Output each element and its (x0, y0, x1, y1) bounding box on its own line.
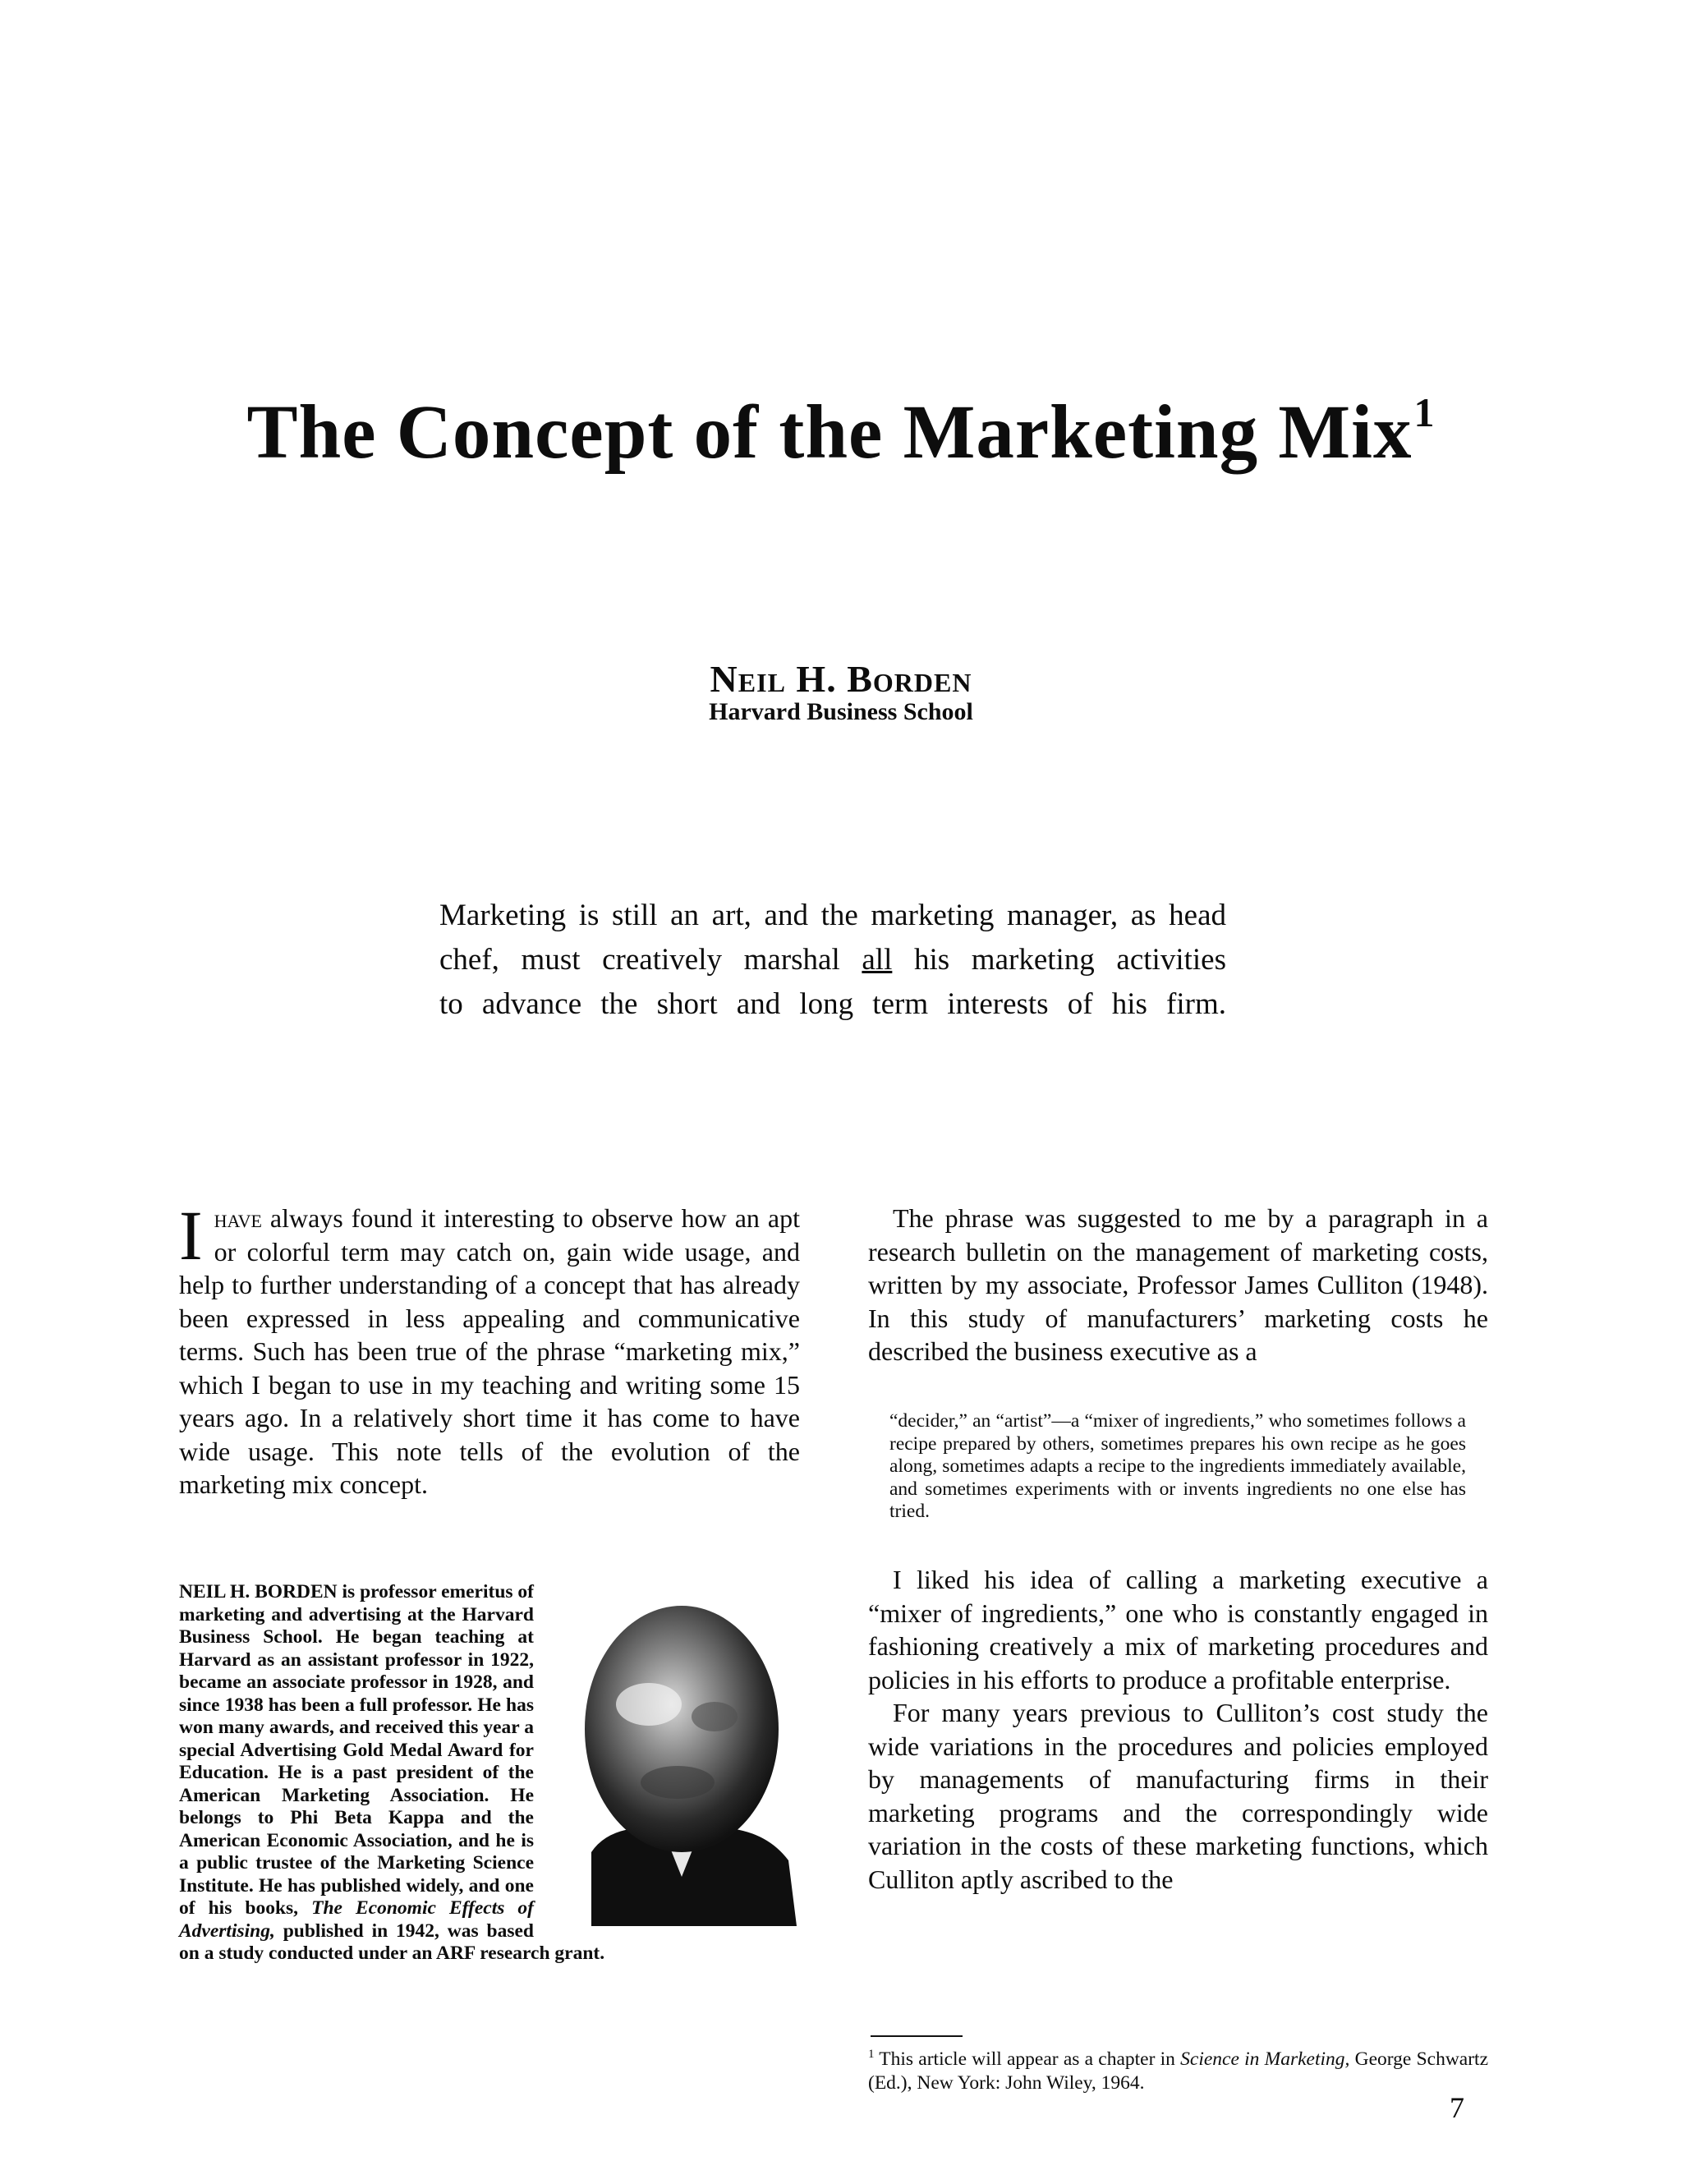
footnote-book: Science in Marketing, (1180, 2048, 1350, 2070)
footnote-text: This article will appear as a chapter in (874, 2048, 1181, 2070)
epigraph-underlined-word: all (862, 943, 893, 977)
author-name: Neil H. Borden (710, 658, 972, 700)
right-paragraph-2: I liked his idea of calling a marketing executive a “mixer of ingredients,” one who is constantly engaged in fashioning creatively a mix of marketing procedures and policies in his efforts to produce a profitable enterprise. (868, 1565, 1488, 1694)
drop-cap: I (179, 1196, 203, 1275)
right-column-continued (868, 1563, 1488, 1896)
right-paragraph-1: The phrase was suggested to me by a paragraph in a research bulletin on the management of marketing costs, written by my associate, Professor James Culliton (1948). In this study of manufacturers’ marketing costs he described the business executive as a (868, 1203, 1488, 1366)
author-photo (558, 1581, 805, 1926)
intro-text: always found it interesting to observe how an apt or colorful term may catch on, gain wide usage, and help to further understanding of a concept that has already been expressed in less appealing and communicative terms. Such has been true of the phrase “marketing mix,” which I began to use in my teaching and writing some 15 years ago. In a relatively short time it has come to have wide usage. This note tells of the evolution of the marketing mix concept. (179, 1203, 800, 1499)
epigraph-line-1: Marketing is still an art, and the marketing manager, as head (439, 899, 1226, 932)
epigraph-line-3: to advance the short and long term interests of his firm. (439, 987, 1226, 1021)
footnote-text-end: George Schwartz (Ed.), New York: John Wiley, 1964. (868, 2048, 1489, 2094)
bio-text-end: published in 1942, was based on a study conducted under an ARF research grant. (179, 1920, 605, 1964)
intro-lead-word: have (214, 1203, 262, 1233)
bio-book-title: The Economic Effects of Advertising, (179, 1897, 535, 1942)
footnote-marker: 1 (868, 2048, 875, 2061)
bio-text: NEIL H. BORDEN is professor emeritus of marketing and advertising at the Harvard Business School. He began teaching at Harvard as an assistant professor in 1922, became an associate professor in 1928, and since 1938 has been a full professor. He has won many awards, and received this year a special Advertising Gold Medal Award for Education. He is a past president of the American Marketing Association. He belongs to Phi Beta Kappa and the American Economic Association, and he is a public trustee of the Marketing Science Institute. He has published widely, and one of his books, (179, 1581, 534, 1919)
intro-paragraph (179, 1196, 800, 1501)
epigraph-line-2-start: chef, must creatively marshal (439, 943, 862, 977)
page-number: 7 (1450, 2091, 1464, 2124)
right-column (868, 1202, 1488, 1368)
epigraph (439, 894, 1226, 1027)
epigraph-line-2-end: his marketing activities (892, 943, 1226, 977)
footnote (868, 2043, 1488, 2095)
block-quote: “decider,” an “artist”—a “mixer of ingredients,” who sometimes follows a recipe prepared by others, sometimes prepares his own recipe as he goes along, sometimes adapts a recipe to the ingredients immediately available, and sometimes experiments with or invents ingredients no one else has tried. (889, 1410, 1466, 1522)
author-affiliation: Harvard Business School (709, 698, 973, 725)
right-paragraph-3: For many years previous to Culliton’s cost study the wide variations in the procedures and policies employed by managements of manufacturing firms in their marketing programs and the correspondingly wide variation in the costs of these marketing functions, which Culliton aptly ascribed to the (868, 1698, 1488, 1894)
footnote-rule (871, 2035, 963, 2037)
article-title (0, 390, 1682, 475)
title-footnote-marker: 1 (1413, 389, 1436, 435)
epigraph-line-2 (439, 938, 1226, 982)
title-text: The Concept of the Marketing Mix (246, 390, 1413, 475)
